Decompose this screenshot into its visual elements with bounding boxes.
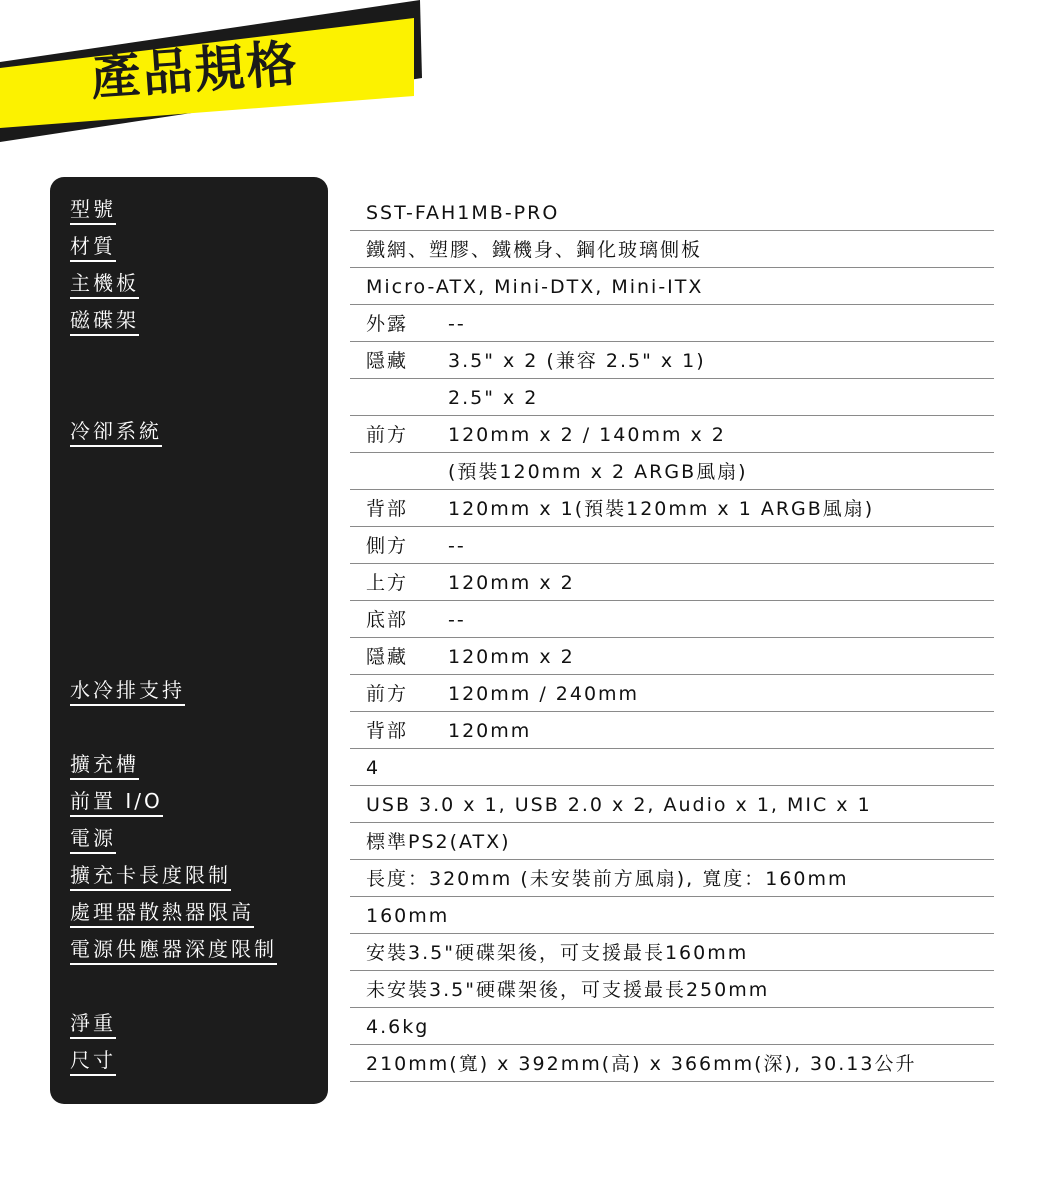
spec-value: 120mm x 2 / 140mm x 2 <box>448 424 726 446</box>
spec-value: 長度：320mm (未安裝前方風扇), 寬度：160mm <box>366 868 849 890</box>
spec-value: 120mm <box>448 720 532 742</box>
spec-label: 電源 <box>70 826 116 854</box>
spec-label: 磁碟架 <box>70 308 139 336</box>
spec-value: 鐵網、塑膠、鐵機身、鋼化玻璃側板 <box>366 239 703 261</box>
spec-sub-label: 前方 <box>366 683 409 705</box>
spec-label: 水冷排支持 <box>70 678 185 706</box>
page-title: 產品規格 <box>88 34 301 107</box>
spec-sub-label: 背部 <box>366 720 409 742</box>
spec-row <box>350 971 994 1008</box>
spec-value: 2.5" x 2 <box>448 387 539 409</box>
spec-value: -- <box>448 535 466 557</box>
spec-row <box>350 527 994 564</box>
spec-label: 淨重 <box>70 1011 116 1039</box>
spec-label: 主機板 <box>70 271 139 299</box>
spec-value: 120mm x 2 <box>448 572 575 594</box>
spec-table <box>350 194 994 1082</box>
spec-row <box>350 823 994 860</box>
spec-value: 標準PS2(ATX) <box>366 831 511 853</box>
spec-label: 前置 I/O <box>70 789 163 817</box>
spec-value: Micro-ATX, Mini-DTX, Mini-ITX <box>366 276 704 298</box>
spec-label: 材質 <box>70 234 116 262</box>
spec-value: 安裝3.5"硬碟架後，可支援最長160mm <box>366 942 749 964</box>
spec-label: 型號 <box>70 197 116 225</box>
spec-value: -- <box>448 313 466 335</box>
spec-row <box>350 416 994 453</box>
spec-value: 4.6kg <box>366 1016 430 1038</box>
spec-row <box>350 1008 994 1045</box>
spec-sub-label: 隱藏 <box>366 646 409 668</box>
spec-row <box>350 453 994 490</box>
spec-row <box>350 490 994 527</box>
spec-row <box>350 564 994 601</box>
spec-value: (預裝120mm x 2 ARGB風扇) <box>448 461 748 483</box>
spec-sub-label: 上方 <box>366 572 409 594</box>
spec-value: 4 <box>366 757 381 779</box>
spec-label: 尺寸 <box>70 1048 116 1076</box>
spec-row <box>350 897 994 934</box>
spec-sub-label: 前方 <box>366 424 409 446</box>
spec-row <box>350 712 994 749</box>
spec-row <box>350 231 994 268</box>
spec-row <box>350 342 994 379</box>
spec-value: SST-FAH1MB-PRO <box>366 202 560 224</box>
spec-sub-label: 隱藏 <box>366 350 409 372</box>
spec-row <box>350 1045 994 1082</box>
spec-sub-label: 外露 <box>366 313 409 335</box>
spec-row <box>350 268 994 305</box>
spec-value: 未安裝3.5"硬碟架後，可支援最長250mm <box>366 979 770 1001</box>
spec-row <box>350 749 994 786</box>
spec-label: 冷卻系統 <box>70 419 162 447</box>
spec-row <box>350 305 994 342</box>
spec-value: 120mm x 2 <box>448 646 575 668</box>
spec-row <box>350 934 994 971</box>
spec-label: 電源供應器深度限制 <box>70 937 277 965</box>
spec-row <box>350 194 994 231</box>
spec-label: 處理器散熱器限高 <box>70 900 254 928</box>
spec-sub-label: 側方 <box>366 535 409 557</box>
spec-row <box>350 786 994 823</box>
spec-row <box>350 601 994 638</box>
spec-row <box>350 379 994 416</box>
spec-row <box>350 860 994 897</box>
spec-label: 擴充槽 <box>70 752 139 780</box>
spec-label: 擴充卡長度限制 <box>70 863 231 891</box>
spec-row <box>350 638 994 675</box>
spec-row <box>350 675 994 712</box>
spec-value: 3.5" x 2 (兼容 2.5" x 1) <box>448 350 706 372</box>
spec-sub-label: 背部 <box>366 498 409 520</box>
spec-value: 120mm / 240mm <box>448 683 640 705</box>
spec-value: 160mm <box>366 905 450 927</box>
spec-value: 120mm x 1(預裝120mm x 1 ARGB風扇) <box>448 498 875 520</box>
spec-sub-label: 底部 <box>366 609 409 631</box>
spec-value: USB 3.0 x 1, USB 2.0 x 2, Audio x 1, MIC x 1 <box>366 794 872 816</box>
spec-value: 210mm(寬) x 392mm(高) x 366mm(深), 30.13公升 <box>366 1053 917 1075</box>
spec-value: -- <box>448 609 466 631</box>
